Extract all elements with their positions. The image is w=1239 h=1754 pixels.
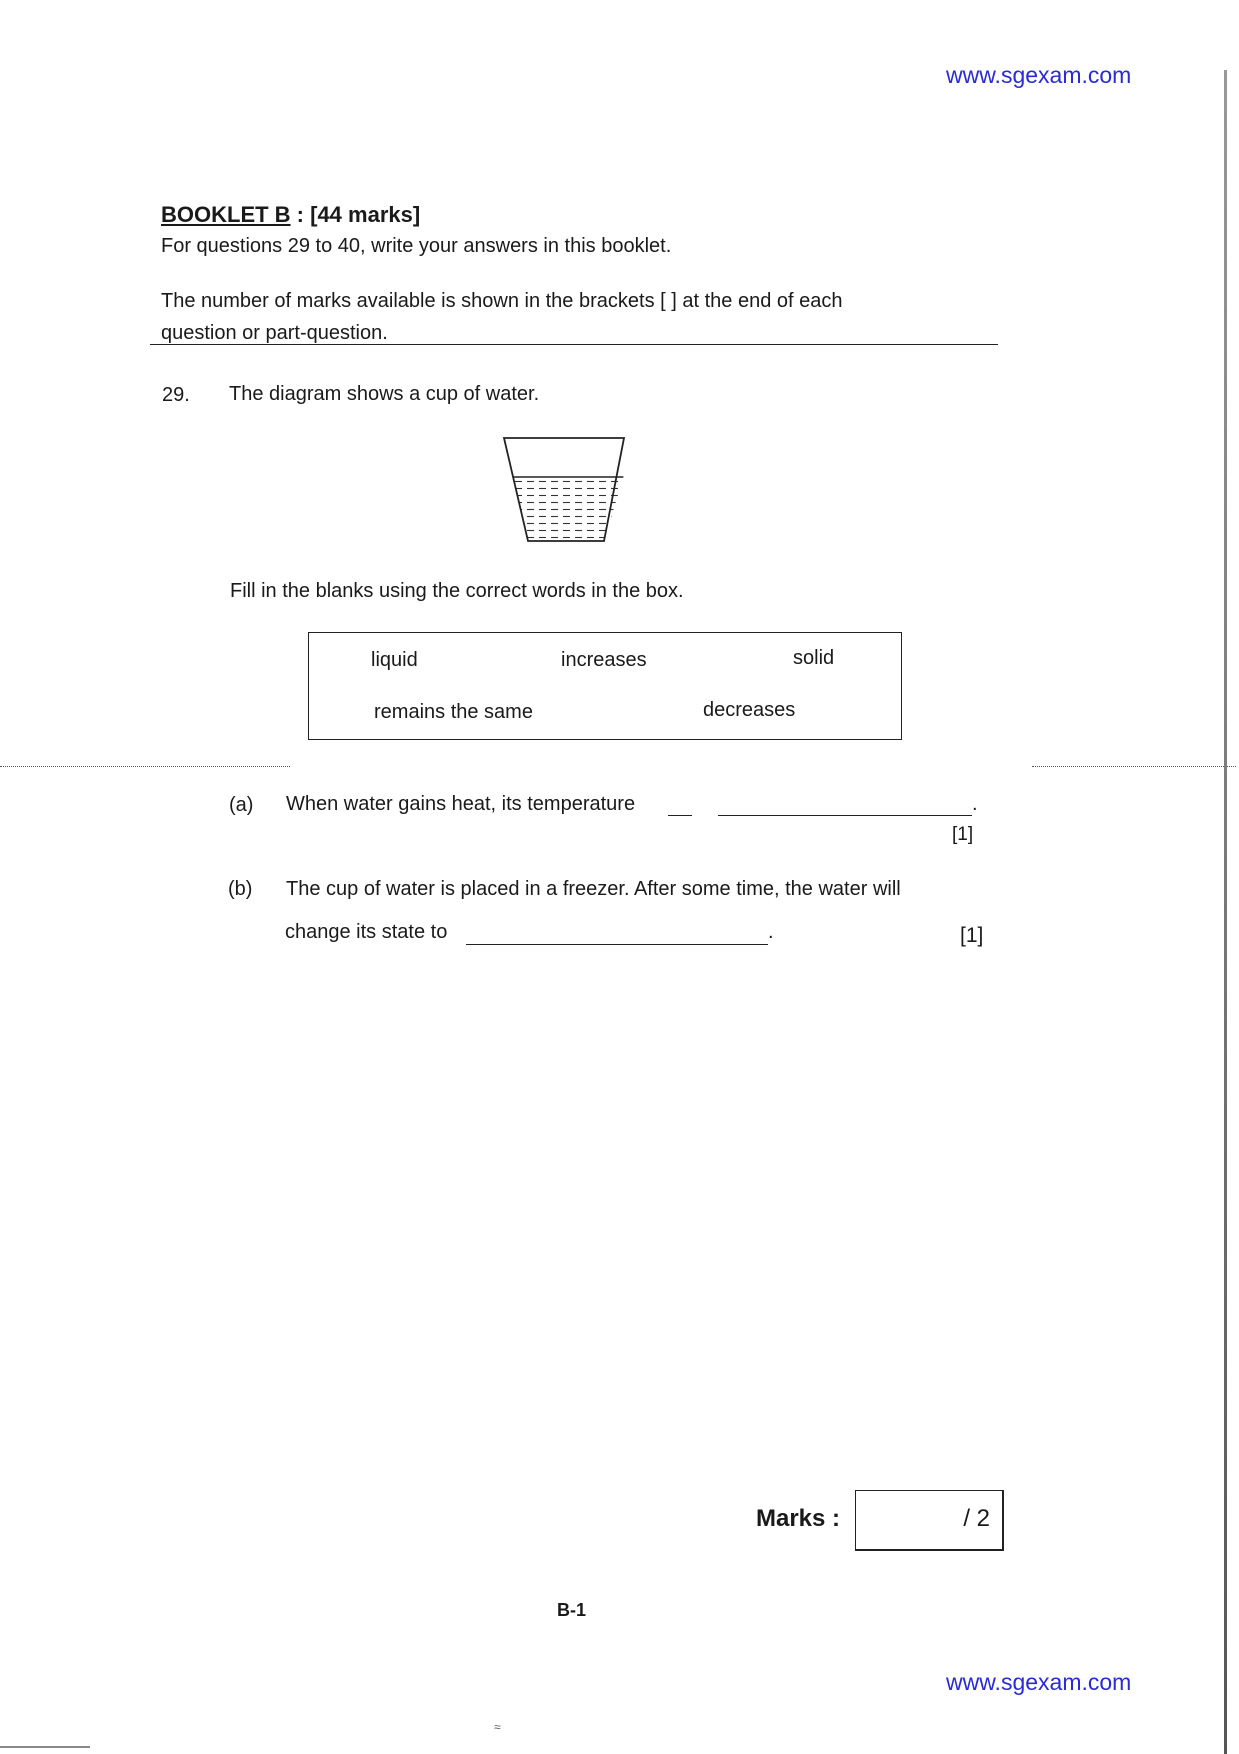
part-b-period: . (768, 921, 774, 943)
header-divider (150, 344, 998, 345)
booklet-instruction-2: The number of marks available is shown in the brackets [ ] at the end of each (161, 290, 843, 312)
word-option: solid (793, 647, 835, 669)
page-edge-shadow (1224, 70, 1227, 1754)
part-a-label: (a) (229, 794, 254, 816)
part-a-text: When water gains heat, its temperature (286, 793, 636, 815)
scan-mark: ≈ (494, 1720, 501, 1734)
word-option: decreases (703, 699, 796, 721)
booklet-marks: : [44 marks] (290, 202, 421, 227)
cut-line-right (1032, 766, 1236, 767)
water-fill (502, 474, 632, 544)
scan-edge-mark (0, 1746, 90, 1748)
part-a-answer-blank[interactable] (718, 815, 972, 816)
marks-label: Marks : (756, 1505, 841, 1532)
booklet-title (161, 202, 420, 228)
page-number: B-1 (557, 1600, 587, 1620)
marks-total: / 2 (963, 1505, 990, 1532)
part-b-marks: [1] (960, 924, 984, 947)
cut-line-left (0, 766, 290, 767)
question-stem: The diagram shows a cup of water. (229, 383, 540, 405)
part-a-period: . (972, 793, 978, 815)
booklet-name: BOOKLET B (161, 202, 291, 227)
marks-box[interactable] (855, 1490, 1004, 1551)
site-url-bottom[interactable]: www.sgexam.com (946, 1669, 1132, 1695)
fill-instruction: Fill in the blanks using the correct words in the box. (230, 580, 684, 602)
part-b-answer-blank[interactable] (466, 944, 768, 945)
part-b-text-line1: The cup of water is placed in a freezer. After some time, the water will (286, 878, 901, 900)
booklet-instruction-1: For questions 29 to 40, write your answers in this booklet. (161, 235, 672, 257)
part-b-label: (b) (228, 878, 253, 900)
word-box (308, 632, 902, 740)
part-a-marks: [1] (952, 824, 974, 845)
word-option: remains the same (374, 701, 533, 723)
question-number: 29. (162, 384, 190, 406)
word-option: increases (561, 649, 647, 671)
site-url-top[interactable]: www.sgexam.com (946, 62, 1132, 88)
part-a-blank-start (668, 815, 692, 816)
booklet-instruction-3: question or part-question. (161, 322, 388, 344)
cup-of-water-diagram (502, 436, 632, 546)
part-b-text-line2: change its state to (285, 921, 448, 943)
word-option: liquid (371, 649, 418, 671)
